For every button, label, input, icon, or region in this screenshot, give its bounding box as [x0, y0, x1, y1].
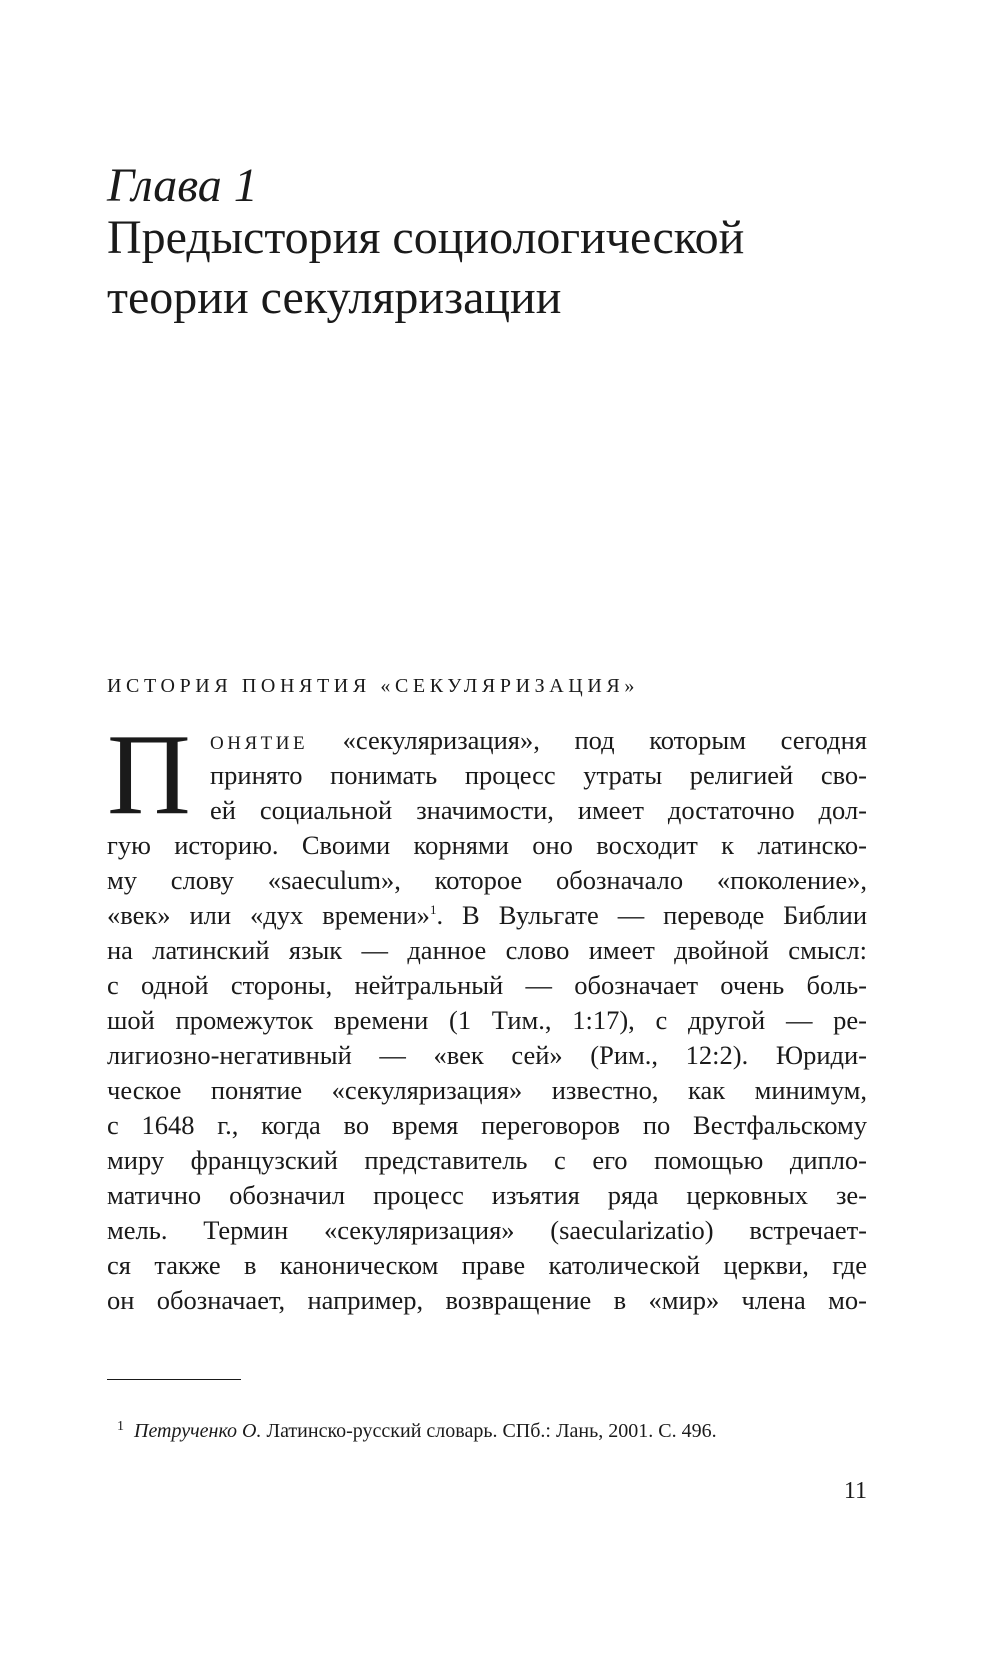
footnote-mark: 1 [117, 1419, 124, 1434]
text-line-1-rest: «секуляризация», под которым сегодня [308, 725, 867, 755]
chapter-title-line-2: теории секуляризации [107, 271, 562, 324]
footnote [117, 1418, 717, 1444]
small-caps-word: ОНЯТИЕ [210, 733, 309, 754]
text-line-15: мель. Термин «секуляризация» (saecularizatio) встречает- [107, 1215, 867, 1245]
text-line-5: му слову «saeculum», которое обозначало «поколение», [107, 865, 867, 895]
text-line-12: с 1648 г., когда во время переговоров по Вестфальскому [107, 1110, 867, 1140]
text-line-11: ческое понятие «секуляризация» известно, как минимум, [107, 1075, 867, 1105]
text-line-17: он обозначает, например, возвращение в «мир» члена мо- [107, 1285, 867, 1315]
text-line-14: матично обозначил процесс изъятия ряда церковных зе- [107, 1180, 867, 1210]
chapter-title [107, 208, 827, 328]
chapter-title-line-1: Предыстория социологической [107, 211, 745, 264]
page-number: 11 [843, 1478, 867, 1504]
text-line-10: лигиозно-негативный — «век сей» (Рим., 12:2). Юриди- [107, 1040, 867, 1070]
section-heading: ИСТОРИЯ ПОНЯТИЯ «СЕКУЛЯРИЗАЦИЯ» [107, 675, 639, 697]
text-line-7: на латинский язык — данное слово имеет двойной смысл: [107, 935, 867, 965]
chapter-label: Глава 1 [107, 159, 258, 212]
text-line-1 [210, 725, 867, 755]
text-line-8: с одной стороны, нейтральный — обозначает очень боль- [107, 970, 867, 1000]
footnote-text: Латинско-русский словарь. СПб.: Лань, 2001. С. 496. [261, 1420, 717, 1442]
text-line-16: ся также в каноническом праве католической церкви, где [107, 1250, 867, 1280]
text-line-4: гую историю. Своими корнями оно восходит к латинско- [107, 830, 867, 860]
text-line-6-a: «век» или «дух времени» [107, 900, 430, 930]
text-line-6 [107, 900, 867, 930]
text-line-9: шой промежуток времени (1 Тим., 1:17), с другой — ре- [107, 1005, 867, 1035]
footnote-reference[interactable]: 1 [429, 902, 437, 918]
text-line-6-b: . В Вульгате — переводе Библии [436, 900, 867, 930]
text-line-3: ей социальной значимости, имеет достаточно дол- [210, 795, 867, 825]
footnote-divider [107, 1379, 241, 1380]
text-line-13: миру французский представитель с его помощью дипло- [107, 1145, 867, 1175]
drop-cap: П [107, 711, 191, 839]
text-line-2: принято понимать процесс утраты религией сво- [210, 760, 867, 790]
footnote-author: Петрученко О. [134, 1420, 262, 1442]
